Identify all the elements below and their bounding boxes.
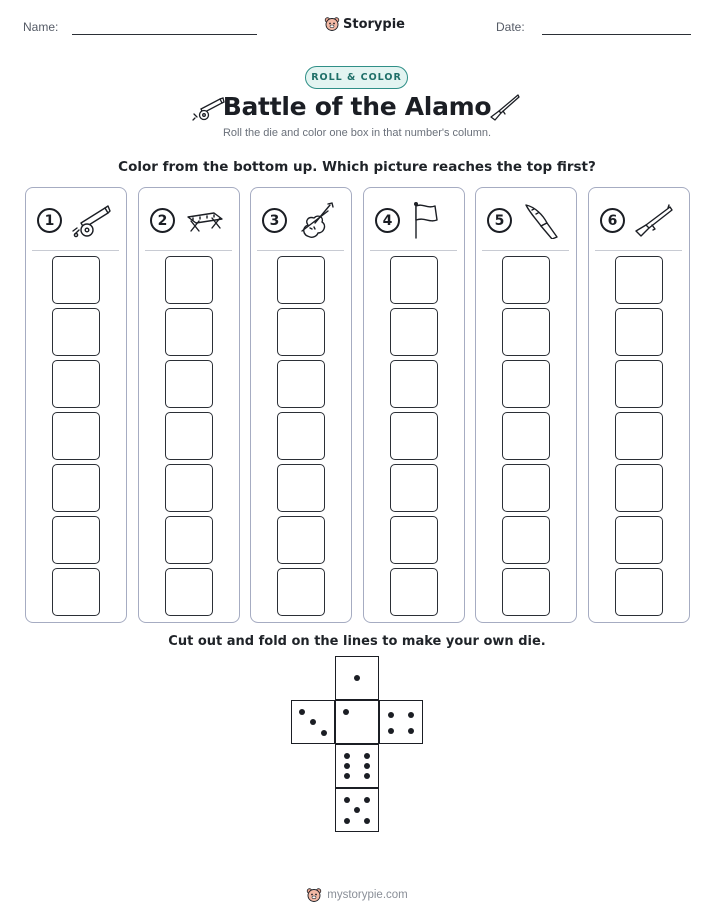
color-box[interactable] — [277, 308, 325, 356]
die-pip — [364, 763, 370, 769]
color-box[interactable] — [615, 516, 663, 564]
color-box[interactable] — [615, 568, 663, 616]
bear-mascot-icon — [306, 887, 322, 903]
column-2 — [138, 187, 240, 623]
title-row — [0, 90, 714, 130]
color-box[interactable] — [277, 568, 325, 616]
column-header — [26, 188, 125, 250]
color-box[interactable] — [390, 516, 438, 564]
die-pip — [344, 797, 350, 803]
die-pip — [354, 675, 360, 681]
color-box[interactable] — [165, 256, 213, 304]
column-header — [364, 188, 463, 250]
cut-instruction: Cut out and fold on the lines to make your own die. — [168, 634, 546, 649]
color-box[interactable] — [390, 308, 438, 356]
instruction-text: Color from the bottom up. Which picture reaches the top first? — [118, 159, 596, 175]
color-box[interactable] — [52, 516, 100, 564]
die-pip — [344, 773, 350, 779]
die-pip — [299, 709, 305, 715]
color-box[interactable] — [615, 360, 663, 408]
color-box[interactable] — [502, 464, 550, 512]
column-5 — [475, 187, 577, 623]
flag-icon — [409, 201, 451, 239]
die-face-1 — [335, 700, 379, 744]
color-box[interactable] — [165, 516, 213, 564]
die-pip — [408, 728, 414, 734]
brand-name: Storypie — [343, 16, 405, 32]
column-header — [476, 188, 575, 250]
column-divider — [595, 250, 682, 251]
die-pip — [343, 709, 349, 715]
die-pip — [354, 807, 360, 813]
column-number: 2 — [150, 208, 175, 233]
name-line[interactable] — [72, 34, 257, 35]
die-pip — [408, 712, 414, 718]
die-pip — [388, 712, 394, 718]
die-face-1 — [335, 656, 379, 700]
color-box[interactable] — [502, 308, 550, 356]
column-header — [589, 188, 688, 250]
column-divider — [32, 250, 119, 251]
color-box[interactable] — [502, 360, 550, 408]
die-pip — [388, 728, 394, 734]
die-pip — [364, 753, 370, 759]
footer-url[interactable]: mystorypie.com — [327, 889, 408, 901]
die-face-5 — [335, 788, 379, 832]
color-box[interactable] — [52, 464, 100, 512]
color-box[interactable] — [390, 412, 438, 460]
cot-icon — [184, 201, 226, 239]
color-box[interactable] — [165, 568, 213, 616]
column-divider — [482, 250, 569, 251]
die-face-6 — [335, 744, 379, 788]
color-box[interactable] — [52, 256, 100, 304]
name-label: Name: — [23, 20, 59, 34]
die-pip — [310, 719, 316, 725]
color-box[interactable] — [52, 360, 100, 408]
bear-mascot-icon — [324, 16, 340, 32]
color-box[interactable] — [390, 256, 438, 304]
column-number: 3 — [262, 208, 287, 233]
die-face-3 — [291, 700, 335, 744]
color-box[interactable] — [615, 308, 663, 356]
column-3 — [250, 187, 352, 623]
column-header — [251, 188, 350, 250]
color-box[interactable] — [502, 568, 550, 616]
column-number: 5 — [487, 208, 512, 233]
color-box[interactable] — [277, 360, 325, 408]
color-box[interactable] — [52, 568, 100, 616]
date-line[interactable] — [542, 34, 691, 35]
die-pip — [364, 773, 370, 779]
color-box[interactable] — [165, 308, 213, 356]
die-pip — [364, 818, 370, 824]
column-1 — [25, 187, 127, 623]
column-4 — [363, 187, 465, 623]
color-box[interactable] — [277, 256, 325, 304]
column-divider — [145, 250, 232, 251]
column-divider — [257, 250, 344, 251]
color-box[interactable] — [502, 412, 550, 460]
die-pip — [344, 763, 350, 769]
color-box[interactable] — [390, 568, 438, 616]
color-box[interactable] — [615, 412, 663, 460]
color-box[interactable] — [165, 464, 213, 512]
subtitle: Roll the die and color one box in that number's column. — [222, 127, 492, 139]
color-box[interactable] — [277, 516, 325, 564]
color-box[interactable] — [165, 360, 213, 408]
color-box[interactable] — [52, 412, 100, 460]
die-pip — [344, 818, 350, 824]
color-box[interactable] — [390, 464, 438, 512]
color-box[interactable] — [277, 464, 325, 512]
date-label: Date: — [496, 20, 525, 34]
die-face-4 — [379, 700, 423, 744]
color-box[interactable] — [615, 464, 663, 512]
die-pip — [321, 730, 327, 736]
column-number: 6 — [600, 208, 625, 233]
die-pip — [344, 753, 350, 759]
column-number: 4 — [375, 208, 400, 233]
color-box[interactable] — [615, 256, 663, 304]
rifle-icon — [634, 201, 676, 239]
die-pip — [364, 797, 370, 803]
knife-icon — [521, 201, 563, 239]
color-box[interactable] — [390, 360, 438, 408]
worksheet-header — [0, 14, 714, 44]
color-box[interactable] — [277, 412, 325, 460]
roll-color-badge: ROLL & COLOR — [305, 66, 408, 89]
color-box[interactable] — [52, 308, 100, 356]
color-box[interactable] — [165, 412, 213, 460]
color-box[interactable] — [502, 256, 550, 304]
page-title: Battle of the Alamo — [222, 92, 492, 121]
column-divider — [370, 250, 457, 251]
color-box[interactable] — [502, 516, 550, 564]
footer — [0, 884, 714, 906]
cannon-icon — [71, 201, 113, 239]
column-6 — [588, 187, 690, 623]
column-header — [139, 188, 238, 250]
rifle-icon — [489, 92, 521, 122]
column-number: 1 — [37, 208, 62, 233]
violin-icon — [296, 201, 338, 239]
brand-logo — [324, 14, 405, 34]
